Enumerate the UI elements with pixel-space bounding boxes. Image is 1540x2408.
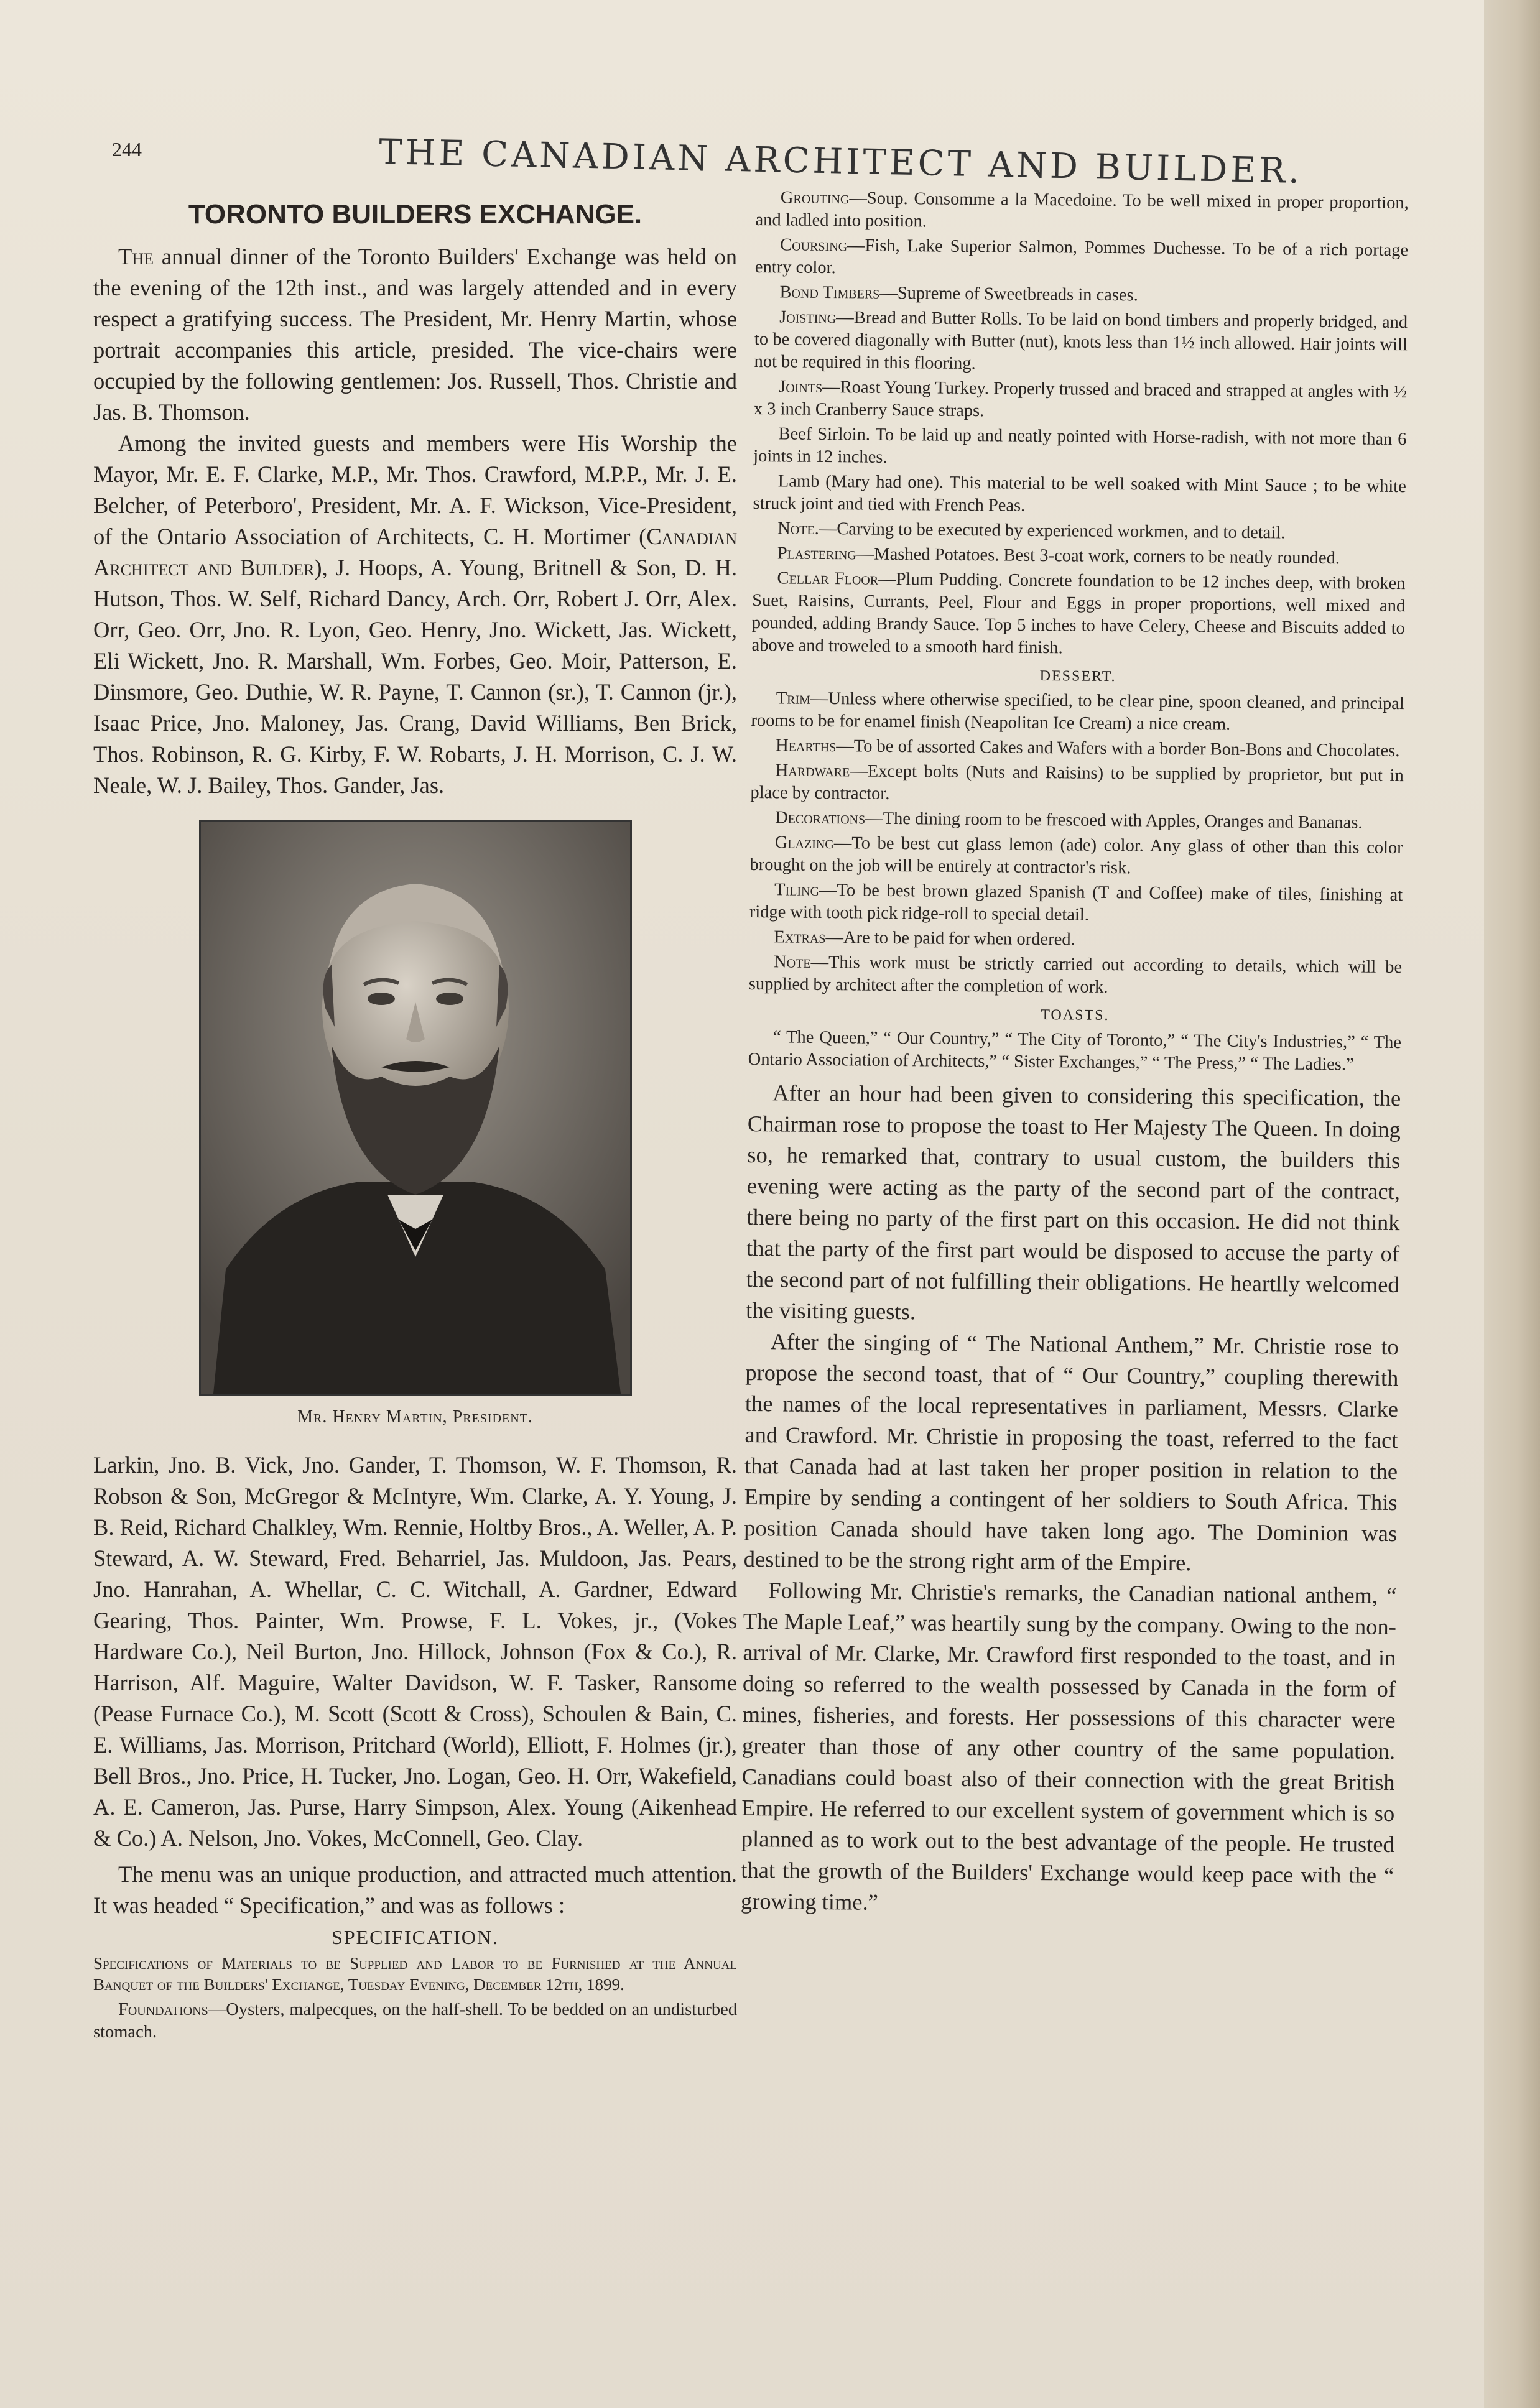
menu-term: Hardware (775, 761, 850, 781)
menu-text: —Unless where otherwise specified, to be clear pine, spoon cleaned, and principal rooms to be for enamel finish (Neapolitan Ice Cream) a nice cream. (751, 688, 1404, 734)
menu-text: —Are to be paid for when ordered. (825, 928, 1075, 950)
paragraph-2-text-b: ), J. Hoops, A. Young, Britnell & Son, D. H. Hutson, Thos. W. Self, Richard Dancy, Arch. Orr, Robert J. Orr, Alex. Orr, Geo. Orr, Jno. R. Lyon, Geo. Henry, Jno. Wickett, Jas. Wickett, Eli Wickett, Jno. R. Marshall, Wm. Forbes, Geo. Moir, Patterson, E. Dinsmore, Geo. Duthie, W. R. Payne, T. Cannon (sr.), T. Cannon (jr.), Isaac Price, Jno. Maloney, Jas. Crang, David Williams, Ben Brick, Thos. Robinson, R. G. Kirby, F. W. Robarts, J. H. Morrison, C. J. W. Neale, W. J. Bailey, Thos. Gander, Jas. (93, 555, 737, 798)
page-number: 244 (112, 138, 142, 160)
menu-term: Extras (774, 927, 826, 948)
menu-text: —Roast Young Turkey. Properly trussed and braced and strapped at angles with ½ x 3 inch Cranberry Sauce straps. (753, 377, 1408, 421)
menu-text: —To be best brown glazed Spanish (T and Coffee) make of tiles, finishing at ridge with tooth pick ridge-roll to special detail. (749, 880, 1403, 925)
menu-text: —Soup. Consomme a la Macedoine. To be well mixed in proper proportion, and ladled into position. (755, 188, 1409, 231)
menu-item-foundations (93, 1999, 737, 2044)
dessert-item-tiling (749, 879, 1403, 929)
dessert-item-note (749, 951, 1403, 1001)
menu-item-coursing (755, 234, 1409, 284)
menu-text: —Mashed Potatoes. Best 3-coat work, corners to be neatly rounded. (856, 544, 1340, 568)
menu-item-bond-timbers (754, 281, 1408, 309)
menu-item-cellar-floor (751, 567, 1405, 662)
dessert-item-hearths (751, 734, 1404, 762)
paragraph-4: After an hour had been given to considering this specification, the Chairman rose to propose the toast to Her Majesty The Queen. In doing so, he remarked that, contrary to usual custom, the builders this evening were acting as the party of the second part of the contract, there being no party of the first part on this occasion. He did not think that the party of the first part would be disposed to accuse the party of the second part of not fulfilling their obligations. He heartlly welcomed the visiting guests. (746, 1080, 1401, 1325)
menu-text: —To be best cut glass lemon (ade) color. Any glass of other than this color brought on the job will be entirely at contractor's risk. (749, 833, 1403, 878)
menu-text: —This work must be strictly carried out according to details, which will be supplied by architect after the completion of work. (748, 952, 1403, 997)
paragraph-2-continued: Larkin, Jno. B. Vick, Jno. Gander, T. Thomson, W. F. Thomson, R. Robson & Son, McGregor & McIntyre, Wm. Clarke, A. Y. Young, J. B. Reid, Richard Chalkley, Wm. Rennie, Holtby Bros., A. Weller, A. P. Steward, A. W. Steward, Fred. Beharriel, Jas. Muldoon, Jas. Pears, Jno. Hanrahan, A. Whellar, C. C. Witchall, A. Gardner, Edward Gearing, Thos. Painter, Wm. Prowse, F. L. Vokes, jr., (Vokes Hardware Co.), Neil Burton, Jno. Hillock, Johnson (Fox & Co.), R. Harrison, Alf. Maguire, Walter Davidson, W. F. Tasker, Ransome (Pease Furnace Co.), M. Scott (Scott & Cross), Schoulen & Bain, C. E. Williams, Jas. Morrison, Pritchard (World), Elliott, F. Holmes (jr.), Bell Bros., Jno. Price, H. Tucker, Jno. Logan, Geo. H. Orr, Wakefield, A. E. Cameron, Jas. Purse, Harry Simpson, Alex. Young (Aikenhead & Co.) A. Nelson, Jno. Vokes, McConnell, Geo. Clay. (93, 1452, 737, 1851)
menu-term: Tiling (774, 880, 820, 900)
menu-term: Glazing (774, 833, 834, 853)
menu-item-joints (754, 376, 1408, 426)
menu-text: —Fish, Lake Superior Salmon, Pommes Duchesse. To be of a rich portage entry color. (754, 236, 1409, 278)
left-column (93, 187, 737, 2046)
running-head: THE CANADIAN ARCHITECT AND BUILDER. (378, 132, 1303, 192)
page-spine (1484, 0, 1540, 2408)
menu-term: Foundations (118, 2000, 208, 2019)
menu-text: —To be of assorted Cakes and Wafers with a border Bon-Bons and Chocolates. (836, 736, 1400, 761)
right-column (741, 187, 1409, 1922)
portrait-figure (93, 820, 737, 1427)
menu-term: Plastering (777, 544, 856, 564)
menu-term: Bond Timbers (779, 282, 880, 303)
menu-term: Hearths (776, 736, 837, 756)
menu-text: —Supreme of Sweetbreads in cases. (879, 283, 1138, 305)
paragraph-1-lead: The (118, 244, 154, 269)
paragraph-1-text: annual dinner of the Toronto Builders' Exchange was held on the evening of the 12th inst., and was largely attended and in every respect a gratifying success. The President, Mr. Henry Martin, whose portrait accompanies this article, presided. The vice-chairs were occupied by the following gentlemen: Jos. Russell, Thos. Christie and Jas. B. Thomson. (93, 244, 737, 425)
specification-heading: SPECIFICATION. (332, 1926, 499, 1948)
menu-term: Decorations (775, 808, 866, 828)
menu-item-joisting (754, 306, 1408, 379)
menu-text: Lamb (Mary had one). This material to be well soaked with Mint Sauce ; to be white struck joint and tied with French Peas. (753, 471, 1406, 516)
article-title: TORONTO BUILDERS EXCHANGE. (188, 199, 642, 229)
paragraph-1 (93, 241, 737, 428)
paragraph-6: Following Mr. Christie's remarks, the Canadian national anthem, “ The Maple Leaf,” was heartily sung by the company. Owing to the non-arrival of Mr. Clarke, Mr. Crawford first responded to the toast, and in doing so referred to the wealth possessed by Canada in the form of mines, fisheries, and forests. Her possessions of this character were greater than those of any other country of the same population. Canadians could boast also of their connection with the great British Empire. He referred to our excellent system of government which is so planned as to work out to the best advantage of the people. He trusted that the growth of the Builders' Exchange would keep pace with the “ growing time.” (740, 1577, 1397, 1915)
menu-text: —The dining room to be frescoed with Apples, Oranges and Bananas. (865, 808, 1363, 833)
paragraph-2-publication: Canadian Architect and Builder (93, 524, 737, 580)
toasts-list: “ The Queen,” “ Our Country,” “ The City of Toronto,” “ The City's Industries,” “ The Ontario Association of Architects,” “ Sister Exchanges,” “ The Press,” “ The Ladies.” (748, 1027, 1402, 1075)
dessert-item-decorations (750, 807, 1403, 835)
dessert-item-glazing (749, 831, 1403, 882)
menu-item-plastering (753, 542, 1406, 570)
menu-term: Joisting (779, 307, 837, 328)
menu-text: Beef Sirloin. To be laid up and neatly pointed with Horse-radish, with not more than 6 joints in 12 inches. (753, 424, 1407, 467)
portrait-caption: Mr. Henry Martin, President. (297, 1407, 533, 1427)
paragraph-3: The menu was an unique production, and attracted much attention. It was headed “ Specification,” and was as follows : (93, 1861, 737, 1918)
dessert-item-trim (751, 687, 1404, 738)
menu-term: Joints (779, 377, 823, 397)
paragraph-2 (93, 428, 737, 801)
menu-text: —Except bolts (Nuts and Raisins) to be supplied by proprietor, but put in place by contractor. (750, 761, 1404, 803)
menu-text: .—Carving to be executed by experienced workmen, and to detail. (814, 519, 1286, 543)
menu-term: Grouting (780, 188, 850, 208)
toasts-heading: TOASTS. (1041, 1007, 1110, 1024)
paragraph-5: After the singing of “ The National Anthem,” Mr. Christie rose to propose the second toast, that of “ Our Country,” coupling therewith the names of the local representatives in parliament, Messrs. Clarke and Crawford. Mr. Christie in proposing the toast, referred to the fact that Canada had at last taken her proper position in relation to the Empire by sending a contingent of her soldiers to South Africa. This position Canada should have taken long ago. The Dominion was destined to be the strong right arm of the Empire. (743, 1328, 1399, 1576)
menu-item-lamb (753, 470, 1406, 521)
menu-item-beef-sirloin (753, 423, 1407, 473)
menu-item-note (753, 517, 1406, 545)
menu-term: Note (777, 519, 815, 539)
menu-text: —Bread and Butter Rolls. To be laid on bond timbers and properly bridged, and to be covered diagonally with Butter (nut), knots less than 1½ inch allowed. Hair joints will not be required in this flooring. (754, 308, 1408, 374)
menu-term: Trim (776, 688, 811, 708)
menu-item-grouting (755, 187, 1409, 237)
menu-text: —Oysters, malpecques, on the half-shell. To be bedded on an undisturbed stomach. (93, 2000, 737, 2042)
menu-term: Note (773, 952, 811, 972)
specification-subheading: Specifications of Materials to be Supplied and Labor to be Furnished at the Annual Banquet of the Builders' Exchange, Tuesday Evening, December 12th, 1899. (93, 1954, 737, 1994)
paragraph-2-text-a: Among the invited guests and members were His Worship the Mayor, Mr. E. F. Clarke, M.P., Mr. Thos. Crawford, M.P.P., Mr. J. E. Belcher, of Peterboro', President, Mr. A. F. Wickson, Vice-President, of the Ontario Association of Architects, C. H. Mortimer ( (93, 430, 737, 549)
dessert-item-hardware (750, 759, 1404, 810)
dessert-item-extras (749, 926, 1402, 954)
portrait-photo (199, 820, 632, 1396)
dessert-heading: DESSERT. (1039, 668, 1116, 685)
menu-term: Coursing (780, 235, 848, 256)
menu-term: Cellar Floor (777, 568, 879, 589)
menu-text: —Plum Pudding. Concrete foundation to be 12 inches deep, with broken Suet, Raisins, Currants, Peel, Flour and Eggs in proper proportions, well mixed and pounded, adding Brandy Sauce. Top 5 inches to have Celery, Cheese and Biscuits added to above and troweled to a smooth hard finish. (751, 569, 1406, 658)
